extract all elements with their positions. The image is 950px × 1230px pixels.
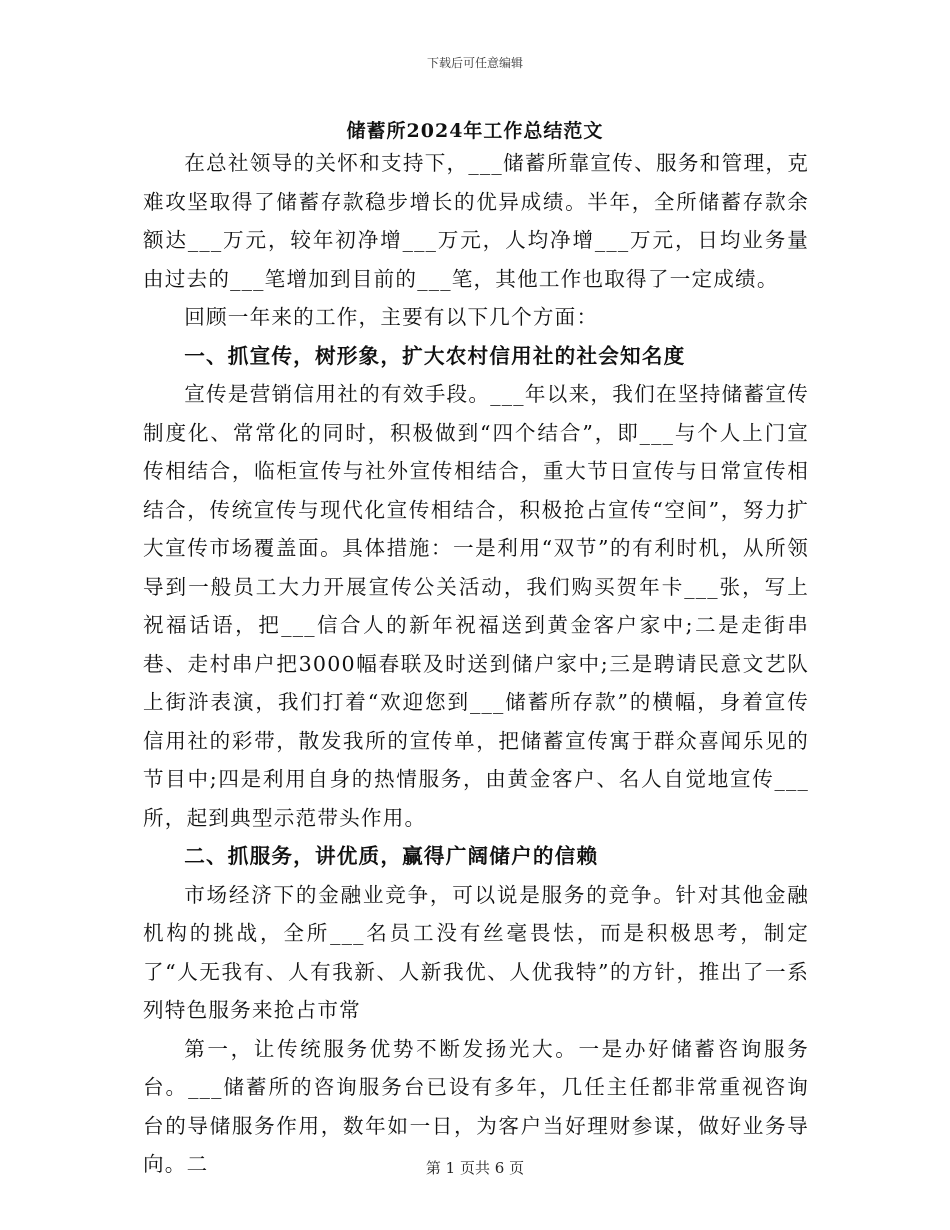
paragraph-service: 市场经济下的金融业竞争，可以说是服务的竞争。针对其他金融机构的挑战，全所___名员工没有丝毫畏怯，而是积极思考，制定了“人无我有、人有我新、人新我优、人优我特”的方针，推出了一系列特色服务来抢占市常: [143, 882, 809, 1022]
paragraph-intro: 在总社领导的关怀和支持下，___储蓄所靠宣传、服务和管理，克难攻坚取得了储蓄存款稳步增长的优异成绩。半年，全所储蓄存款余额达___万元，较年初净增___万元，人均净增___万元，日均业务量由过去的___笔增加到目前的___笔，其他工作也取得了一定成绩。: [143, 151, 809, 291]
paragraph-publicity: 宣传是营销信用社的有效手段。___年以来，我们在坚持储蓄宣传制度化、常常化的同时，积极做到“四个结合”，即___与个人上门宣传相结合，临柜宣传与社外宣传相结合，重大节日宣传与日常宣传相结合，传统宣传与现代化宣传相结合，积极抢占宣传“空间”，努力扩大宣传市场覆盖面。具体措施：一是利用“双节”的有利时机，从所领导到一般员工大力开展宣传公关活动，我们购买贺年卡___张，写上祝福话语，把___信合人的新年祝福送到黄金客户家中;二是走街串巷、走村串户把3000幅春联及时送到储户家中;三是聘请民意文艺队上街浒表演，我们打着“欢迎您到___储蓄所存款”的横幅，身着宣传信用社的彩带，散发我所的宣传单，把储蓄宣传寓于群众喜闻乐见的节目中;四是利用自身的热情服务，由黄金客户、名人自觉地宣传___所，起到典型示范带头作用。: [143, 382, 809, 830]
section-heading-service: 二、抓服务，讲优质，赢得广阔储户的信赖: [184, 844, 599, 868]
document-body: [143, 144, 809, 1184]
paragraph-traditional-service: 第一，让传统服务优势不断发扬光大。一是办好储蓄咨询服务台。___储蓄所的咨询服务台已设有多年，几任主任都非常重视咨询台的导储服务作用，数年如一日，为客户当好理财参谋，做好业务导向。二: [143, 1036, 809, 1176]
page-header-note: 下载后可任意编辑: [426, 56, 523, 70]
section-heading-publicity: 一、抓宣传，树形象，扩大农村信用社的社会知名度: [184, 343, 686, 368]
page-number: 第 1 页共 6 页: [425, 1159, 525, 1177]
paragraph-review: 回顾一年来的工作，主要有以下几个方面：: [184, 305, 599, 329]
document-title: 储蓄所2024年工作总结范文: [346, 120, 604, 142]
